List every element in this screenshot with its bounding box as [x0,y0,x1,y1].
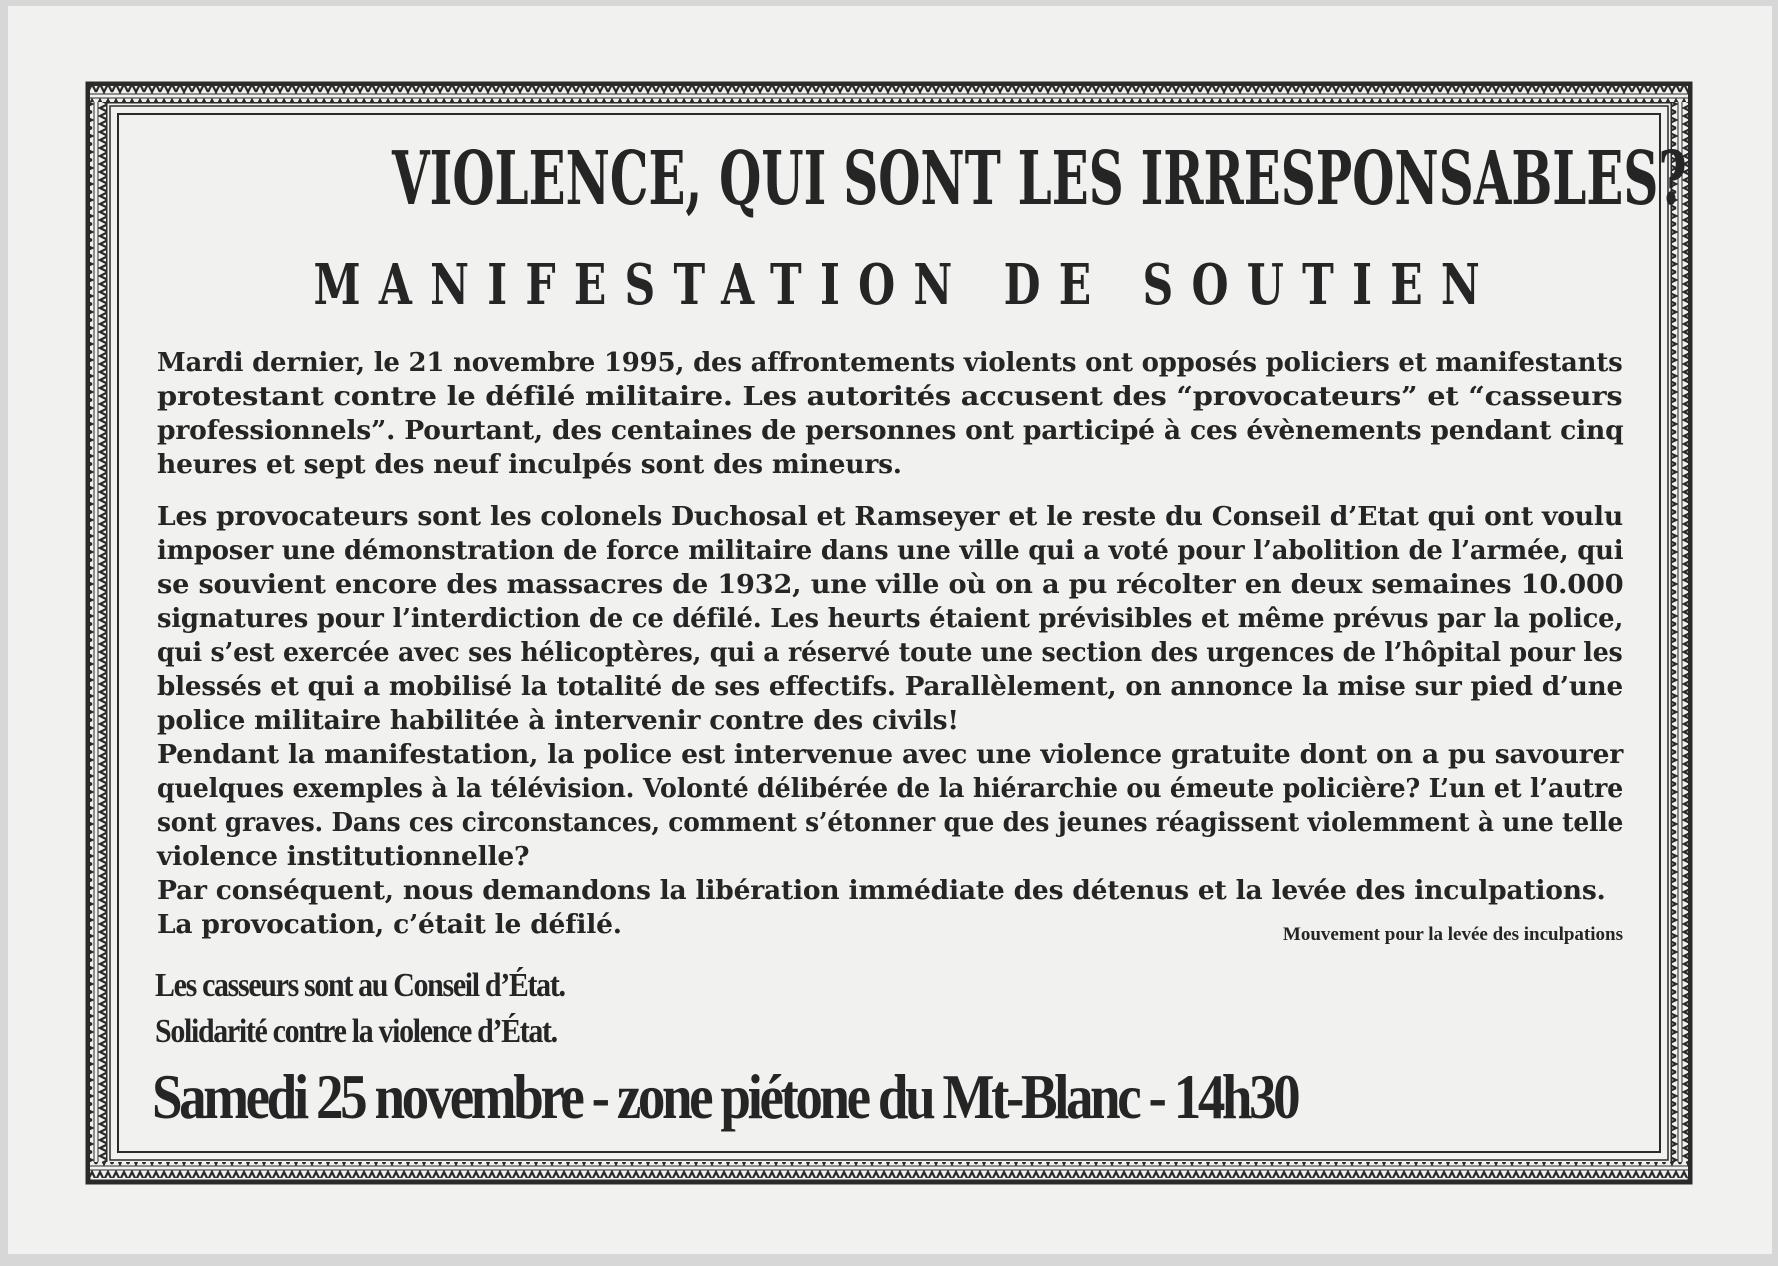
signature: Mouvement pour la levée des inculpations [1282,924,1623,945]
event-details: Samedi 25 novembre - zone piétone du Mt-Blanc - 14h30 [152,1061,1298,1132]
paragraph-line: imposer une démonstration de force militaire dans une ville qui a voté pour l’abolition de l’armée, qui [157,535,1624,566]
paragraph-line: Pendant la manifestation, la police est intervenue avec une violence gratuite dont on a pu savourer [157,739,1624,770]
paragraph-line: police militaire habilitée à intervenir contre des civils! [157,705,959,736]
paragraph-line: signatures pour l’interdiction de ce défilé. Les heurts étaient prévisibles et même prévus par la police, [157,603,1624,634]
paragraph-line: heures et sept des neuf inculpés sont des mineurs. [157,449,902,480]
slogan-casseurs: Les casseurs sont au Conseil d’État. [155,967,565,1004]
paragraph-2 [157,500,1623,738]
paragraph-line: Les provocateurs sont les colonels Duchosal et Ramseyer et le reste du Conseil d’Etat qui ont voulu [157,501,1623,532]
paragraph-line: quelques exemples à la télévision. Volonté délibérée de la hiérarchie ou émeute policière? L’un et l’autre [157,773,1624,804]
paragraph-1 [157,346,1623,482]
slogan-solidarite: Solidarité contre la violence d’État. [155,1013,557,1050]
paragraph-line: protestant contre le défilé militaire. Les autorités accusent des “provocateurs” et “casseurs [157,381,1623,412]
paragraph-line: qui s’est exercée avec ses hélicoptères, qui a réservé toute une section des urgences de l’hôpital pour les [157,637,1623,668]
demand-line: Par conséquent, nous demandons la libération immédiate des détenus et la levée des inculpations. [157,875,1606,906]
paragraph-line: blessés et qui a mobilisé la totalité de ses effectifs. Parallèlement, on annonce la mise sur pied d’une [157,671,1623,702]
paragraph-line: violence institutionnelle? [157,841,530,872]
poster-subtitle: MANIFESTATION DE SOUTIEN [313,252,1499,318]
closing-line: La provocation, c’était le défilé. [157,909,622,940]
paragraph-line: Mardi dernier, le 21 novembre 1995, des affrontements violents ont opposés policiers et manifestants [157,347,1623,378]
paragraph-line: se souvient encore des massacres de 1932, une ville où on a pu récolter en deux semaines 10.000 [157,569,1624,600]
paragraph-line: professionnels”. Pourtant, des centaines de personnes ont participé à ces évènements pendant cinq [157,415,1624,446]
paragraph-3 [157,738,1623,874]
paragraph-line: sont graves. Dans ces circonstances, comment s’étonner que des jeunes réagissent violemment à une telle [157,807,1624,838]
poster-title: VIOLENCE, QUI SONT LES IRRESPONSABLES? [392,136,1687,222]
